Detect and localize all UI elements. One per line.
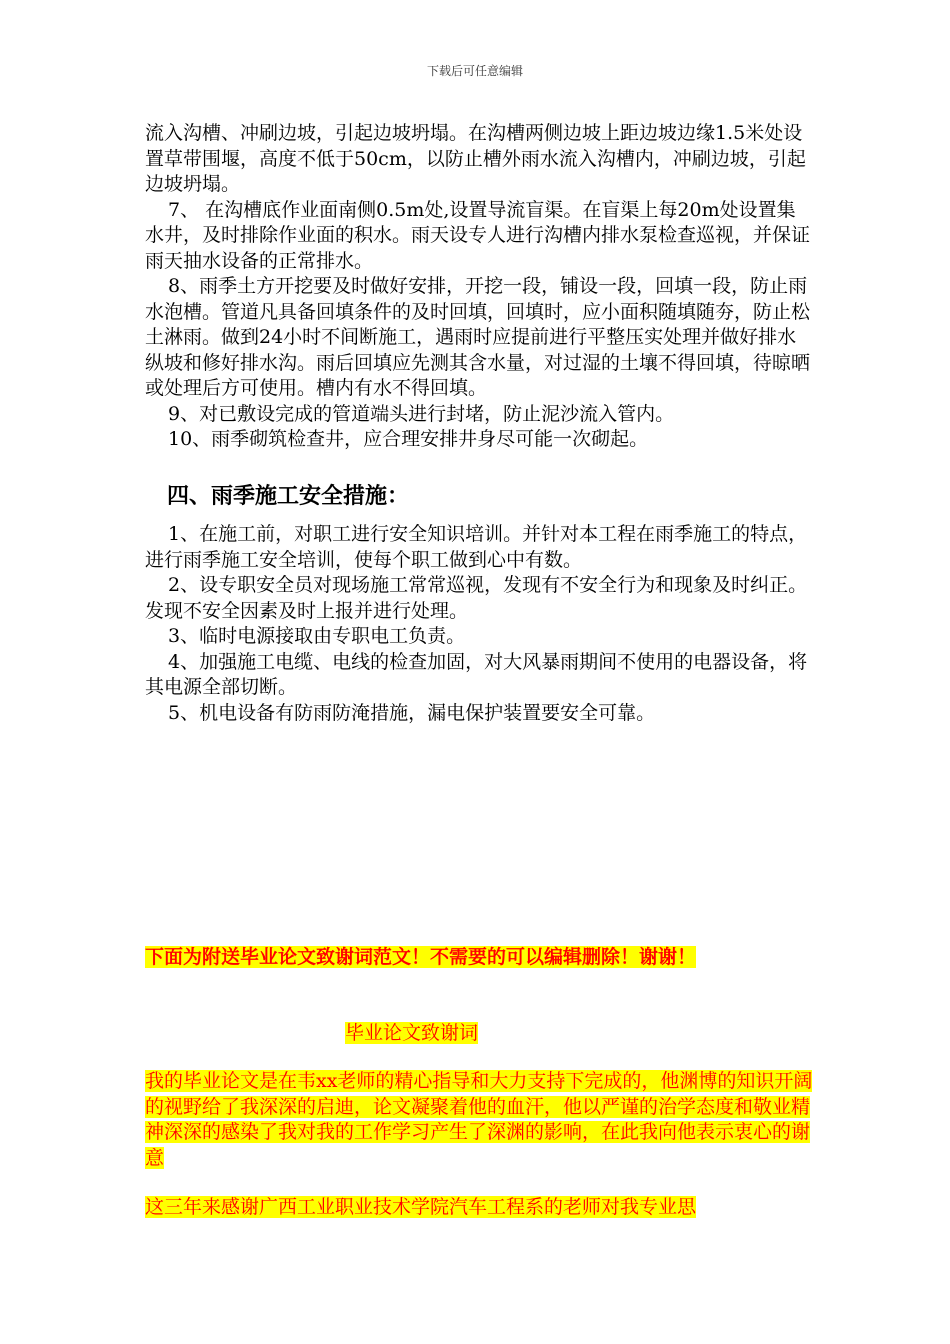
page-header: 下载后可任意编辑 — [426, 64, 523, 78]
acknowledgement-text-2: 这三年来感谢广西工业职业技术学院汽车工程系的老师对我专业思 — [145, 1196, 697, 1218]
section-heading: 四、雨季施工安全措施： — [167, 483, 410, 509]
safety-item-4: 4、加强施工电缆、电线的检查加固，对大风暴雨期间不使用的电器设备，将其电源全部切断。 — [145, 650, 808, 698]
acknowledgement-text-1: 我的毕业论文是在韦xx老师的精心指导和大力支持下完成的，他渊博的知识开阔的视野给了我深深的启迪，论文凝聚着他的血汗，他以严谨的治学态度和敬业精神深深的感染了我对我的工作学习产生了深渊的影响，在此我向他表示衷心的谢意 — [145, 1070, 813, 1169]
paragraph-item-9: 9、对已敷设完成的管道端头进行封堵，防止泥沙流入管内。 — [168, 402, 675, 425]
safety-item-1: 1、在施工前，对职工进行安全知识培训。并针对本工程在雨季施工的特点，进行雨季施工安全培训，使每个职工做到心中有数。 — [145, 523, 808, 571]
safety-measures-list — [145, 522, 813, 726]
appendix-notice — [145, 944, 696, 970]
safety-item-3: 3、临时电源接取由专职电工负责。 — [168, 625, 466, 647]
acknowledgement-title — [345, 1020, 478, 1046]
rain-measures-body — [145, 121, 813, 453]
safety-item-5: 5、机电设备有防雨防淹措施，漏电保护装置要安全可靠。 — [168, 701, 656, 724]
safety-item-2: 2、设专职安全员对现场施工常常巡视，发现有不安全行为和现象及时纠正。发现不安全因素及时上报并进行处理。 — [145, 574, 808, 622]
paragraph-continuation: 流入沟槽、冲刷边坡，引起边坡坍塌。在沟槽两侧边坡上距边坡边缘1.5米处设置草带围堰，高度不低于50cm，以防止槽外雨水流入沟槽内，冲刷边坡，引起边坡坍塌。 — [145, 122, 806, 195]
paragraph-item-8: 8、雨季土方开挖要及时做好安排，开挖一段，铺设一段，回填一段，防止雨水泡槽。管道凡具备回填条件的及时回填，回填时，应小面积随填随夯，防止松土淋雨。做到24小时不间断施工，遇雨时应提前进行平整压实处理并做好排水纵坡和修好排水沟。雨后回填应先测其含水量，对过湿的土壤不得回填，待晾晒或处理后方可使用。槽内有水不得回填。 — [145, 275, 811, 399]
acknowledgement-paragraph-1 — [145, 1069, 813, 1171]
appendix-notice-text: 下面为附送毕业论文致谢词范文！不需要的可以编辑删除！谢谢！ — [145, 946, 697, 968]
acknowledgement-title-text: 毕业论文致谢词 — [345, 1022, 479, 1044]
acknowledgement-paragraph-2 — [145, 1195, 813, 1221]
paragraph-item-10: 10、雨季砌筑检查井，应合理安排井身尽可能一次砌起。 — [168, 428, 649, 450]
paragraph-item-7: 7、 在沟槽底作业面南侧0.5m处,设置导流盲渠。在盲渠上每20m处设置集水井，及时排除作业面的积水。雨天设专人进行沟槽内排水泵检查巡视，并保证雨天抽水设备的正常排水。 — [145, 198, 811, 272]
